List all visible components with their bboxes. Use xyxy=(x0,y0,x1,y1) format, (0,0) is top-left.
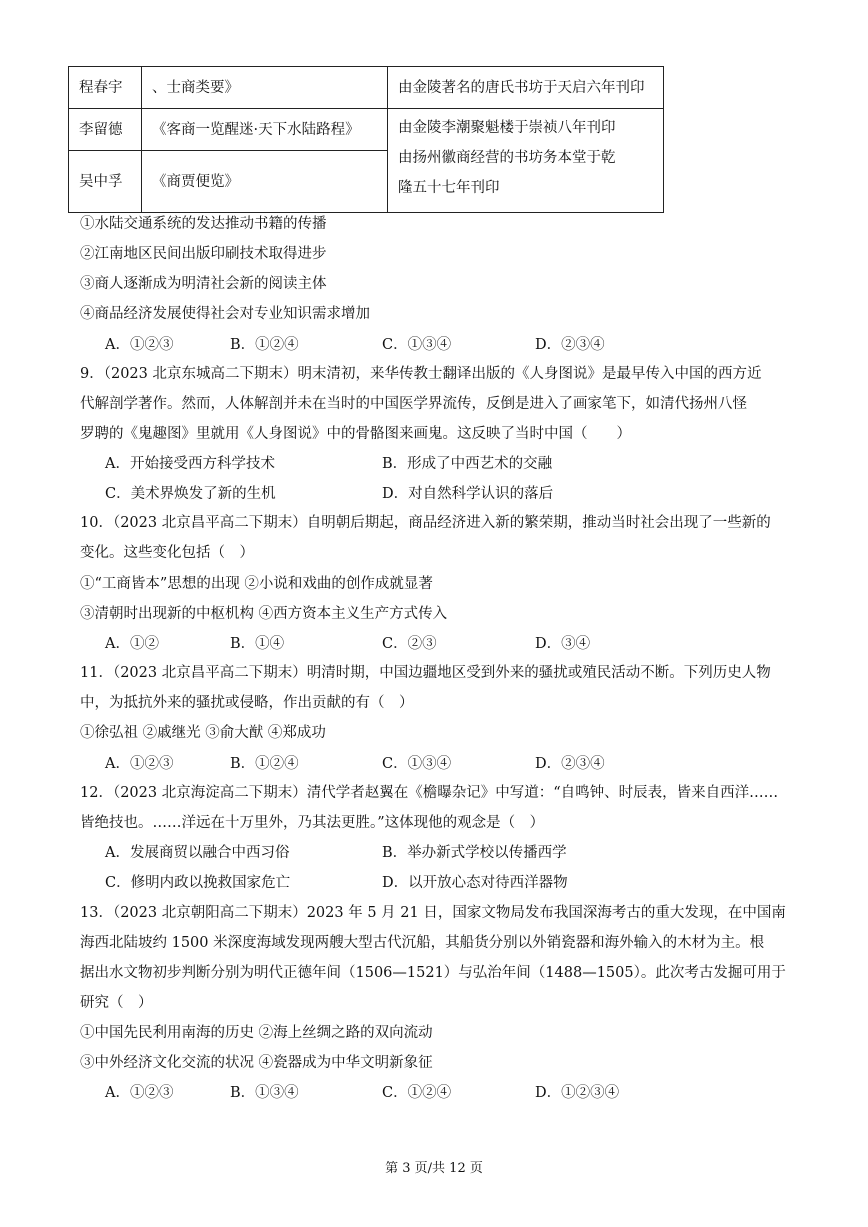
title-cell: 《商贾便览》 xyxy=(142,151,388,213)
question-text: 9．（2023 北京东城高二下期末）明末清初，来华传教士翻译出版的《人身图说》是最早传入中国的西方近 xyxy=(80,366,762,382)
title-cell: 、士商类要》 xyxy=(142,67,388,109)
answer-option-b[interactable]: B．①③④ xyxy=(230,1085,299,1101)
note-cell: 由金陵著名的唐氏书坊于天启六年刊印 xyxy=(388,67,664,109)
source-table xyxy=(68,66,664,213)
note-line: 隆五十七年刊印 xyxy=(398,180,500,196)
answer-option-d[interactable]: D．以开放心态对待西洋器物 xyxy=(382,875,568,891)
statement-item: ②江南地区民间出版印刷技术取得进步 xyxy=(80,246,327,262)
statement-item: ①“工商皆本”思想的出现 ②小说和戏曲的创作成就显著 xyxy=(80,576,433,592)
question-text: 10．（2023 北京昌平高二下期末）自明朝后期起，商品经济进入新的繁荣期，推动当时社会出现了一些新的 xyxy=(80,515,771,531)
statement-item: ③中外经济文化交流的状况 ④瓷器成为中华文明新象征 xyxy=(80,1055,433,1071)
answer-option-d[interactable]: D．③④ xyxy=(535,636,591,652)
answer-option-d[interactable]: D．①②③④ xyxy=(535,1085,620,1101)
page-number: 第 3 页/共 12 页 xyxy=(385,1161,483,1176)
answer-option-a[interactable]: A．①②③ xyxy=(105,337,174,353)
question-text: 中，为抵抗外来的骚扰或侵略，作出贡献的有（ ） xyxy=(80,695,414,711)
author-cell: 吴中孚 xyxy=(69,151,142,213)
table-row xyxy=(69,67,664,109)
statement-item: ③清朝时出现新的中枢机构 ④西方资本主义生产方式传入 xyxy=(80,606,448,622)
answer-option-c[interactable]: C．①②④ xyxy=(382,1085,452,1101)
question-text: 12．（2023 北京海淀高二下期末）清代学者赵翼在《檐曝杂记》中写道：“自鸣钟、时辰表，皆来自西洋…… xyxy=(80,785,779,801)
note-cell-merged xyxy=(388,109,664,213)
answer-option-a[interactable]: A．①②③ xyxy=(105,756,174,772)
answer-option-a[interactable]: A．开始接受西方科学技术 xyxy=(105,456,275,472)
answer-option-c[interactable]: C．①③④ xyxy=(382,756,452,772)
question-text: 研究（ ） xyxy=(80,995,153,1011)
answer-option-c[interactable]: C．①③④ xyxy=(382,337,452,353)
note-line: 由金陵李潮聚魁楼于崇祯八年刊印 xyxy=(398,120,616,136)
author-cell: 李留德 xyxy=(69,109,142,151)
statement-item: ①中国先民利用南海的历史 ②海上丝绸之路的双向流动 xyxy=(80,1025,433,1041)
question-text: 皆绝技也。……洋远在十万里外，乃其法更胜。”这体现他的观念是（ ） xyxy=(80,815,545,831)
statement-item: ①水陆交通系统的发达推动书籍的传播 xyxy=(80,216,327,232)
answer-option-a[interactable]: A．发展商贸以融合中西习俗 xyxy=(105,845,290,861)
answer-option-b[interactable]: B．举办新式学校以传播西学 xyxy=(382,845,567,861)
statement-item: ③商人逐渐成为明清社会新的阅读主体 xyxy=(80,276,327,292)
question-text: 代解剖学著作。然而，人体解剖并未在当时的中国医学界流传，反倒是进入了画家笔下，如清代扬州八怪 xyxy=(80,396,747,412)
answer-option-a[interactable]: A．①②③ xyxy=(105,1085,174,1101)
answer-option-c[interactable]: C．修明内政以挽救国家危亡 xyxy=(105,875,291,891)
answer-option-d[interactable]: D．对自然科学认识的落后 xyxy=(382,486,554,502)
author-cell: 程春宇 xyxy=(69,67,142,109)
question-text: 11．（2023 北京昌平高二下期末）明清时期，中国边疆地区受到外来的骚扰或殖民活动不断。下列历史人物 xyxy=(80,665,771,681)
answer-option-c[interactable]: C．美术界焕发了新的生机 xyxy=(105,486,276,502)
title-cell: 《客商一览醒迷·天下水陆路程》 xyxy=(142,109,388,151)
question-text: 罗聘的《鬼趣图》里就用《人身图说》中的骨骼图来画鬼。这反映了当时中国（ ） xyxy=(80,426,631,442)
statement-item: ①徐弘祖 ②戚继光 ③俞大猷 ④郑成功 xyxy=(80,725,326,741)
answer-option-b[interactable]: B．①②④ xyxy=(230,337,299,353)
question-text: 海西北陆坡约 1500 米深度海域发现两艘大型古代沉船，其船货分别以外销瓷器和海外输入的木材为主。根 xyxy=(80,935,765,951)
note-line: 由扬州徽商经营的书坊务本堂于乾 xyxy=(398,150,616,166)
table-row xyxy=(69,109,664,151)
answer-option-a[interactable]: A．①② xyxy=(105,636,159,652)
answer-option-b[interactable]: B．①④ xyxy=(230,636,285,652)
question-text: 变化。这些变化包括（ ） xyxy=(80,545,254,561)
question-text: 13．（2023 北京朝阳高二下期末）2023 年 5 月 21 日，国家文物局发布我国深海考古的重大发现，在中国南 xyxy=(80,905,786,921)
answer-option-d[interactable]: D．②③④ xyxy=(535,756,605,772)
statement-item: ④商品经济发展使得社会对专业知识需求增加 xyxy=(80,306,370,322)
answer-option-c[interactable]: C．②③ xyxy=(382,636,437,652)
question-text: 据出水文物初步判断分别为明代正德年间（1506—1521）与弘治年间（1488—1505）。此次考古发掘可用于 xyxy=(80,965,786,981)
answer-option-d[interactable]: D．②③④ xyxy=(535,337,605,353)
answer-option-b[interactable]: B．形成了中西艺术的交融 xyxy=(382,456,553,472)
answer-option-b[interactable]: B．①②④ xyxy=(230,756,299,772)
